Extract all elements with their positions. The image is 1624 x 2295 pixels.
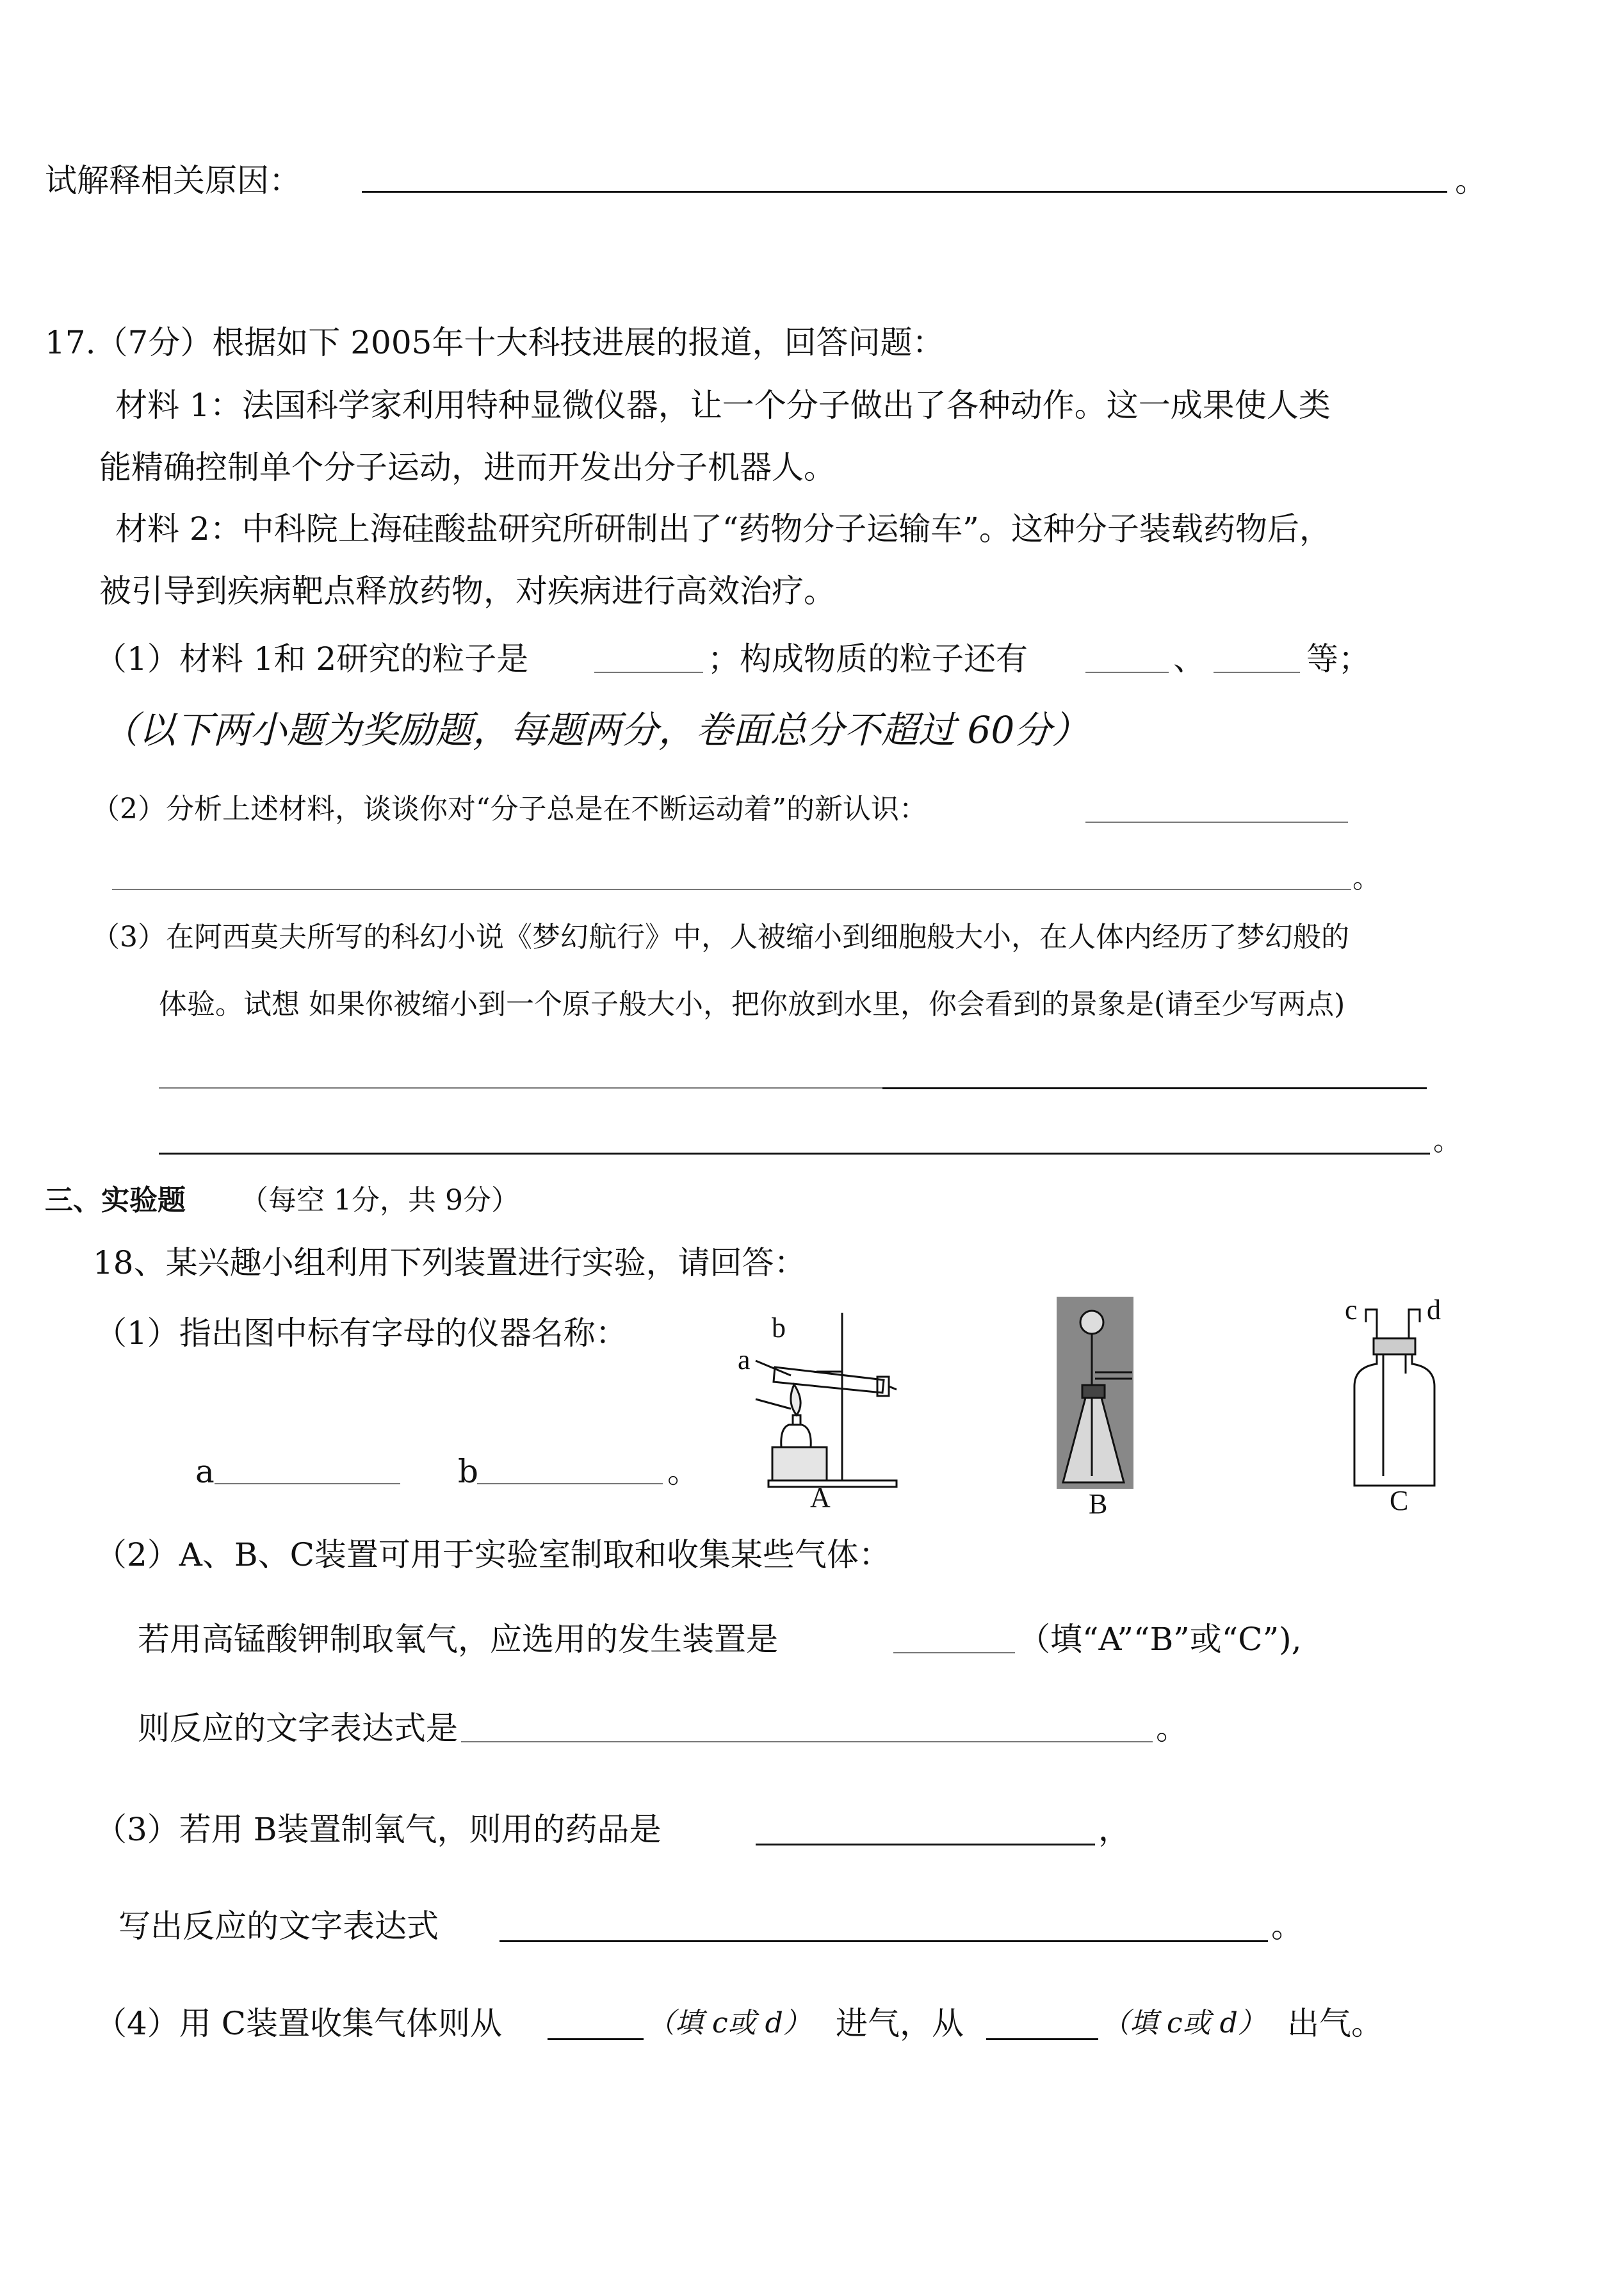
q18-part4-hint-1: （填 c或 d）	[647, 2007, 811, 2040]
period: 。	[1433, 1124, 1461, 1157]
q18-part4-end: 出气。	[1287, 2005, 1383, 2042]
q17-part3-line1: （3）在阿西莫夫所写的科幻小说《梦幻航行》中，人被缩小到细胞般大小，在人体内经历了梦幻般的	[92, 921, 1349, 953]
answer-blank-reagent[interactable]	[756, 1844, 1095, 1845]
q17-part1-end: 等；	[1306, 640, 1370, 677]
answer-blank-reason[interactable]	[362, 191, 1447, 193]
answer-blank-expression-1[interactable]	[461, 1741, 1153, 1742]
answer-blank-particle-2[interactable]	[1085, 672, 1169, 673]
q17-part3-line2: 体验。试想 如果你被缩小到一个原子般大小，把你放到水里，你会看到的景象是(请至少写两点)	[159, 988, 1345, 1021]
period: 。	[1352, 862, 1381, 895]
q18-part2-fill-hint: （填“A”“B”或“C”),	[1018, 1621, 1302, 1658]
q17-material2-line2: 被引导到疾病靶点释放药物，对疾病进行高效治疗。	[99, 572, 836, 610]
q18-part1-prompt: （1）指出图中标有字母的仪器名称：	[95, 1315, 628, 1352]
q18-part2-line-a: 若用高锰酸钾制取氧气，应选用的发生装置是	[138, 1621, 778, 1658]
q18-part4-prompt: （4）用 C装置收集气体则从	[95, 2005, 502, 2042]
q18-title: 18、某兴趣小组利用下列装置进行实验，请回答：	[93, 1244, 806, 1281]
q17-part1-sep: 、	[1173, 640, 1205, 677]
answer-blank-part2-b[interactable]	[112, 889, 1351, 890]
fig-c-label-d: d	[1427, 1294, 1441, 1326]
q18-part2-prompt: （2）A、B、C装置可用于实验室制取和收集某些气体：	[95, 1536, 891, 1573]
answer-blank-particle[interactable]	[594, 672, 703, 673]
answer-blank-a[interactable]	[215, 1483, 400, 1484]
fig-a-label-b: b	[772, 1312, 786, 1343]
label-b: b	[458, 1453, 479, 1490]
answer-blank-part3-a2[interactable]	[882, 1087, 1427, 1089]
fig-a-label-a: a	[738, 1344, 751, 1375]
apparatus-a-figure	[730, 1300, 916, 1492]
q18-part3-prompt: （3）若用 B装置制氧气，则用的药品是	[95, 1811, 662, 1848]
q18-part4-middle: 进气，从	[836, 2005, 964, 2042]
section3-title: 三、实验题	[45, 1184, 186, 1217]
answer-blank-part2-a[interactable]	[1085, 822, 1348, 823]
q17-title: 17.（7分）根据如下 2005年十大科技进展的报道，回答问题：	[45, 324, 945, 361]
answer-blank-inlet[interactable]	[548, 2038, 644, 2040]
q17-part2-prompt: （2）分析上述材料，谈谈你对“分子总是在不断运动着”的新认识：	[92, 793, 927, 825]
answer-blank-expression-2[interactable]	[499, 1940, 1268, 1942]
answer-blank-part3-a[interactable]	[159, 1087, 882, 1089]
q17-material1-line1: 材料 1：法国科学家利用特种显微仪器，让一个分子做出了各种动作。这一成果使人类	[115, 387, 1331, 424]
apparatus-c-figure	[1342, 1294, 1444, 1489]
q18-part2-line-b: 则反应的文字表达式是	[138, 1710, 458, 1747]
answer-blank-part3-b[interactable]	[159, 1153, 1430, 1155]
q17-material1-line2: 能精确控制单个分子运动，进而开发出分子机器人。	[99, 449, 836, 486]
fig-c-caption: C	[1390, 1485, 1409, 1516]
answer-blank-particle-3[interactable]	[1214, 672, 1300, 673]
apparatus-b-figure	[1057, 1297, 1133, 1489]
period: 。	[667, 1453, 699, 1490]
q17-material2-line1: 材料 2：中科院上海硅酸盐研究所研制出了“药物分子运输车”。这种分子装载药物后，	[115, 510, 1331, 547]
fig-c-label-c: c	[1345, 1294, 1358, 1326]
answer-blank-outlet[interactable]	[986, 2038, 1098, 2040]
period: 。	[1271, 1908, 1303, 1945]
period: 。	[1455, 162, 1487, 199]
answer-blank-generator[interactable]	[893, 1652, 1015, 1653]
fig-a-caption: A	[810, 1482, 831, 1513]
period: 。	[1156, 1710, 1188, 1747]
fig-b-caption: B	[1089, 1488, 1108, 1520]
answer-blank-b[interactable]	[477, 1483, 663, 1484]
q17-part1-middle: ；构成物质的粒子还有	[708, 640, 1028, 677]
explain-reason-prompt: 试解释相关原因：	[45, 162, 301, 199]
q17-part1-prompt: （1）材料 1和 2研究的粒子是	[95, 640, 529, 677]
label-a: a	[195, 1453, 215, 1490]
bonus-note: （以下两小题为奖励题，每题两分，卷面总分不超过 60分）	[101, 708, 1089, 752]
comma: ，	[1098, 1811, 1130, 1848]
q18-part4-hint-2: （填 c或 d）	[1101, 2007, 1266, 2040]
q18-part3-line-b: 写出反应的文字表达式	[118, 1908, 439, 1945]
section3-note: （每空 1分，共 9分）	[240, 1184, 519, 1217]
